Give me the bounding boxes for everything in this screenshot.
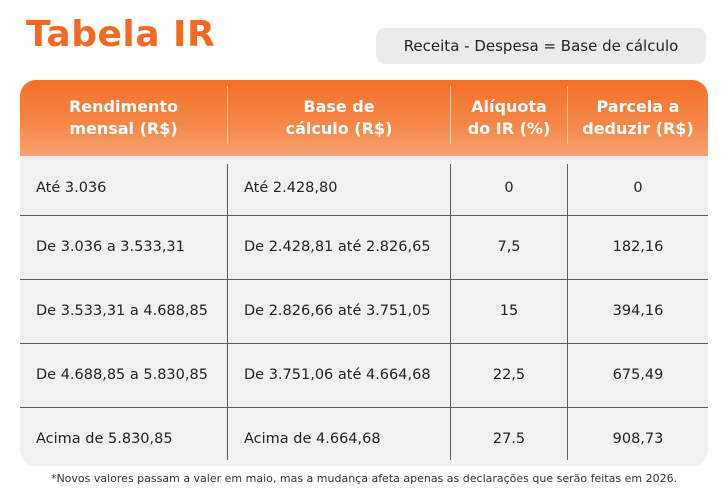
- cell-aliquota: 27.5: [492, 431, 526, 447]
- cell-rendimento: De 3.533,31 a 4.688,85: [36, 303, 208, 319]
- cell-parcela: 182,16: [612, 239, 664, 255]
- cell-base: Até 2.428,80: [244, 180, 338, 196]
- cell-aliquota: 22,5: [492, 367, 526, 383]
- cell-base: De 3.751,06 até 4.664,68: [244, 367, 431, 383]
- header-rendimento-mensal: Rendimento mensal (R$): [68, 97, 179, 138]
- cell-parcela: 394,16: [612, 303, 664, 319]
- page-title: Tabela IR: [26, 14, 216, 55]
- cell-base: Acima de 4.664,68: [244, 431, 381, 447]
- cell-rendimento: De 4.688,85 a 5.830,85: [36, 367, 208, 383]
- cell-parcela: 908,73: [612, 431, 664, 447]
- cell-aliquota: 7,5: [497, 239, 521, 255]
- cell-aliquota: 15: [499, 303, 519, 319]
- table-row: [20, 215, 708, 279]
- cell-aliquota: 0: [504, 180, 514, 196]
- cell-base: De 2.428,81 até 2.826,65: [244, 239, 431, 255]
- cell-rendimento: Acima de 5.830,85: [36, 431, 173, 447]
- cell-rendimento: De 3.036 a 3.533,31: [36, 239, 185, 255]
- table-header: [20, 80, 708, 156]
- cell-parcela: 0: [633, 180, 643, 196]
- cell-parcela: 675,49: [612, 367, 664, 383]
- header-aliquota: Alíquota do IR (%): [467, 97, 551, 138]
- tax-table: [20, 80, 708, 466]
- header-parcela-a-deduzir: Parcela a deduzir (R$): [582, 97, 694, 138]
- table-row: [20, 343, 708, 407]
- header-base-de-calculo: Base de cálculo (R$): [285, 97, 393, 138]
- table-row: [20, 407, 708, 466]
- cell-base: De 2.826,66 até 3.751,05: [244, 303, 431, 319]
- table-body: [20, 156, 708, 466]
- table-row: [20, 156, 708, 220]
- table-row: [20, 279, 708, 343]
- cell-rendimento: Até 3.036: [36, 180, 107, 196]
- formula-text: Receita - Despesa = Base de cálculo: [403, 37, 679, 55]
- formula-badge: [376, 28, 706, 64]
- footnote: *Novos valores passam a valer em maio, mas a mudança afeta apenas as declarações que serão feitas em 2026.: [50, 472, 678, 485]
